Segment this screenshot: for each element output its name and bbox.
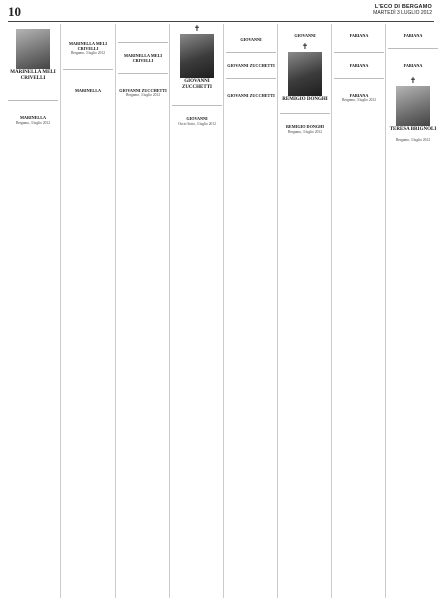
obituary-name: GIOVANNI ZUCCHETTI (119, 87, 167, 93)
column-divider (223, 24, 224, 598)
obituary-name: TERESA BRIGNOLI (389, 127, 437, 132)
obituary-name: MARINELLA MELI CRIVELLI (123, 52, 163, 63)
masthead (373, 4, 432, 16)
obituary-location: Bergamo, 3 luglio 2012 (15, 120, 51, 125)
column-divider (115, 24, 116, 598)
portrait-photo (16, 29, 50, 69)
obituary-name: GIOVANNI (240, 36, 262, 42)
obituary-location: Bergamo, 3 luglio 2012 (341, 98, 377, 102)
column-2 (63, 24, 113, 598)
cross-icon: ✝ (409, 76, 417, 85)
obituary-name: GIOVANNI ZUCCHETTI (227, 92, 275, 98)
portrait-photo (288, 52, 322, 96)
obituary-location: Oscio Sotto, 3 luglio 2012 (178, 121, 216, 126)
column-6 (280, 24, 330, 598)
obituary-name: FABIANA (349, 62, 369, 68)
obituary-name: GIOVANNI ZUCCHETTI (181, 79, 212, 90)
portrait-photo (180, 34, 214, 78)
column-4 (172, 24, 222, 598)
issue-date: MARTEDÌ 3 LUGLIO 2012 (373, 10, 432, 16)
portrait-photo (396, 86, 430, 126)
column-divider (60, 24, 61, 598)
obituary-name: REMIGIO DONGHI (285, 124, 325, 130)
obituary-location: Bergamo, 3 luglio 2012 (287, 129, 323, 134)
newspaper-name: L'ECO DI BERGAMO (374, 4, 432, 10)
obituary-name: MARINELLA (74, 87, 102, 93)
page-number: 10 (8, 4, 21, 19)
column-divider (331, 24, 332, 598)
obituary-name: GIOVANNI (294, 32, 316, 38)
obituary-name: GIOVANNI (186, 116, 208, 122)
column-1 (8, 24, 58, 598)
obituary-location: Bergamo, 3 luglio 2012 (395, 137, 431, 142)
page-header (0, 0, 442, 26)
obituary-name: GIOVANNI ZUCCHETTI (227, 62, 275, 68)
column-3 (118, 24, 168, 598)
column-divider (277, 24, 278, 598)
column-5 (226, 24, 276, 598)
obituary-name: MARINELLA (19, 115, 47, 121)
column-divider (385, 24, 386, 598)
obituary-name: FABIANA (349, 92, 369, 98)
header-rule (8, 21, 434, 22)
obituary-name: MARINELLA MELI CRIVELLI (10, 70, 56, 81)
column-divider (169, 24, 170, 598)
cross-icon: ✝ (193, 24, 201, 33)
column-8 (388, 24, 438, 598)
obituary-name: FABIANA (403, 62, 423, 68)
obituary-name: FABIANA (403, 32, 423, 38)
cross-icon: ✝ (301, 42, 309, 51)
column-7 (334, 24, 384, 598)
obituary-location: Bergamo, 3 luglio 2012 (125, 93, 161, 97)
obituary-name: MARINELLA MELI CRIVELLI (68, 40, 108, 51)
obituary-name: FABIANA (349, 32, 369, 38)
obituary-name: REMIGIO DONGHI (282, 97, 328, 102)
obituary-location: Bergamo, 3 luglio 2012 (70, 51, 106, 55)
